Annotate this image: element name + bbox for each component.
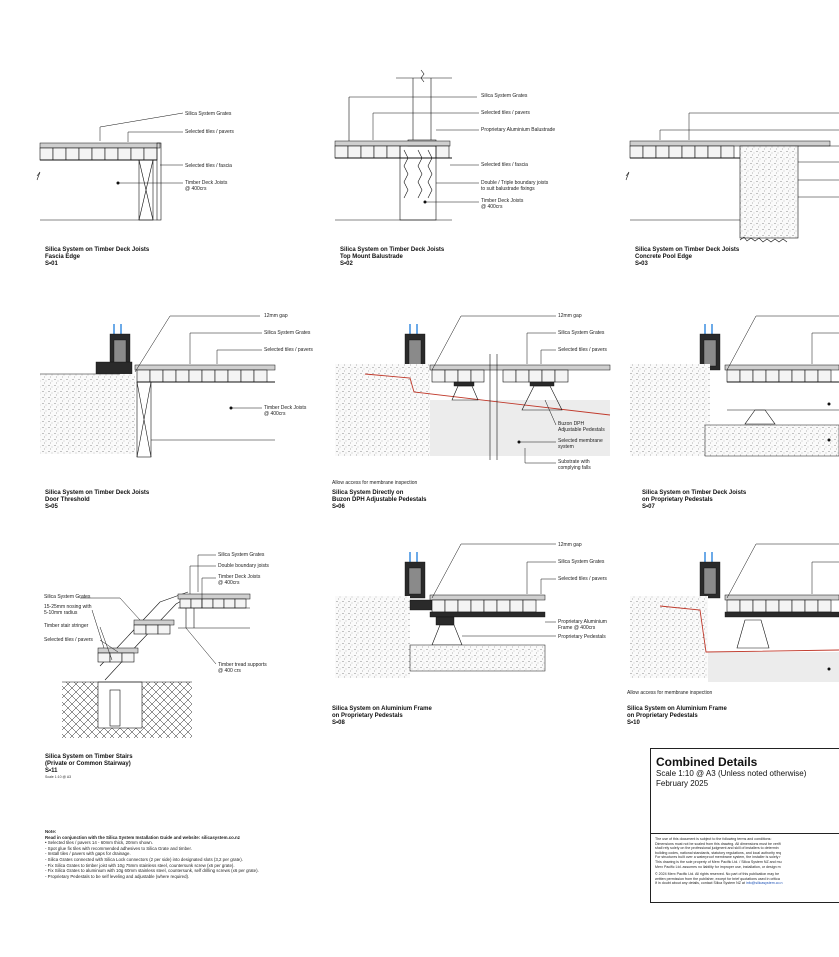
callout: Selected tiles / pavers [185, 129, 234, 135]
callout: Timber tread supports [218, 662, 267, 668]
detail-caption: Silica System Directly on [332, 490, 404, 496]
legal-line: building codes, national standards, statutory regulations, and local authority req [655, 850, 782, 855]
callout: Timber Deck Joists [218, 574, 261, 580]
detail-caption: Concrete Pool Edge [635, 254, 693, 260]
callout: Selected tiles / pavers [558, 576, 607, 582]
callout: @ 400 crs [218, 668, 241, 674]
detail-caption: on Proprietary Pedestals [332, 713, 403, 719]
detail-code: S•11 [45, 768, 58, 774]
legal-line: shall rely solely on the professional judgment and skill of installers to determin [655, 846, 779, 851]
contact-email-link[interactable]: info@silicasystem.co.n [745, 881, 783, 886]
callout: Proprietary Pedestals [558, 634, 606, 640]
detail-code: S•10 [627, 720, 640, 726]
legal-line: The use of this document is subject to the following terms and conditions: [655, 837, 772, 841]
detail-caption: Top Mount Balustrade [340, 254, 403, 260]
callout: Selected tiles / pavers [481, 110, 530, 116]
detail-scale: Scale 1:10 @ A3 [45, 775, 72, 779]
notes-item: - Spot glue fix tiles with recommended adhesives to Silica Grate and timber. [45, 845, 192, 851]
callout: 5-10mm radius [44, 610, 78, 616]
detail-caption: Silica System on Timber Deck Joists [635, 247, 740, 253]
tile-row [432, 600, 536, 612]
callout: 12mm gap [558, 542, 582, 548]
detail-s06 [332, 313, 610, 510]
legal-line: written permission from the publisher, except for brief quotations used in critica [655, 876, 780, 881]
legal-line: This drawing is the sole property of Merx Pacific Ltd. / Silica System NZ and mu [655, 859, 782, 864]
detail-caption: Buzon DPH Adjustable Pedestals [332, 497, 427, 503]
detail-s10 [627, 544, 839, 726]
detail-caption: on Proprietary Pedestals [627, 713, 698, 719]
tile-row [630, 146, 734, 158]
callout: Silica System Grates [481, 93, 528, 99]
callout: Silica System Grates [218, 552, 265, 558]
tile-row [727, 370, 831, 382]
detail-code: S•01 [45, 261, 58, 267]
detail-s02 [335, 70, 555, 267]
detail-s05 [40, 313, 313, 510]
detail-note: Allow access for membrane inspection [627, 690, 713, 696]
callout: Silica System Grates [44, 594, 91, 600]
callout: complying falls [558, 465, 591, 471]
callout: Timber Deck Joists [185, 180, 228, 186]
callout: 15-25mm nosing with [44, 604, 92, 610]
callout: Adjustable Pedestals [558, 427, 605, 433]
detail-code: S•03 [635, 261, 648, 267]
detail-caption: (Private or Common Stairway) [45, 761, 131, 767]
callout: to suit balustrade fixings [481, 186, 535, 192]
notes-item: - Proprietary Pedestals to be self leveling and adjustable (where required). [45, 873, 190, 879]
detail-caption: Fascia Edge [45, 254, 81, 260]
legal-line: Merx Pacific Ltd. assumes no liability for improper use, installation, or design m [655, 864, 781, 869]
sheet-title: Combined Details [656, 755, 758, 769]
callout: Selected tiles / pavers [264, 347, 313, 353]
callout: Selected tiles / pavers [558, 347, 607, 353]
callout: Timber Deck Joists [481, 198, 524, 204]
callout: system [558, 444, 574, 450]
detail-code: S•02 [340, 261, 353, 267]
notes-item: • Selected tiles / pavers 14 - 60mm thick, 20mm shown. [45, 840, 153, 846]
legal-line: For structures built over a waterproof membrane system, the installer is solely r [655, 855, 781, 860]
detail-s08 [332, 542, 607, 726]
tile-row [40, 148, 157, 160]
callout: Silica System Grates [558, 330, 605, 336]
notes-item: - Silica Grates connected with Silica Lock connectors (2 per side) into designated slots (3,2 per grate). [45, 856, 243, 862]
detail-s01 [37, 111, 234, 267]
callout: Double / Triple boundary joists [481, 180, 549, 186]
detail-caption: Silica System on Timber Deck Joists [642, 490, 747, 496]
detail-code: S•05 [45, 504, 58, 510]
callout: Buzon DPH [558, 421, 585, 427]
title-block [650, 748, 839, 903]
detail-code: S•07 [642, 504, 655, 510]
notes-title: Note: [45, 829, 57, 834]
detail-caption: Silica System on Aluminium Frame [332, 706, 432, 712]
legal-line: Dimensions must not be scaled from this drawing. All dimensions must be verifi [655, 841, 781, 846]
tile-row [335, 146, 449, 158]
detail-code: S•08 [332, 720, 345, 726]
detail-note: Allow access for membrane inspection [332, 480, 418, 486]
legal-line: © 2024 Merx Pacific Ltd. All rights reserved. No part of this publication may be [655, 872, 780, 877]
callout: @ 400crs [264, 411, 286, 417]
detail-caption: Silica System on Timber Deck Joists [340, 247, 445, 253]
callout: @ 400crs [481, 204, 503, 210]
callout: Proprietary Aluminium Balustrade [481, 127, 556, 133]
grate-course [40, 143, 160, 148]
callout: Substrate with [558, 459, 590, 465]
detail-caption: Silica System on Timber Deck Joists [45, 247, 150, 253]
detail-s11 [44, 552, 269, 779]
callout: Selected tiles / fascia [481, 162, 528, 168]
detail-s03 [626, 113, 839, 267]
sheet-date: February 2025 [656, 779, 709, 788]
notes-lead: Read in conjunction with the Silica System Installation Guide and website: silicasystem.co.nz [45, 834, 240, 840]
tile-row [137, 370, 267, 382]
callout: Frame @ 400crs [558, 625, 596, 631]
callout: Silica System Grates [264, 330, 311, 336]
general-notes [45, 829, 335, 879]
callout: @ 400crs [218, 580, 240, 586]
callout: Silica System Grates [185, 111, 232, 117]
legal-line: If in doubt about any details, contact Silica System NZ at info@silicasystem.co.n [655, 881, 783, 886]
callout: 12mm gap [264, 313, 288, 319]
detail-s07 [630, 316, 839, 510]
callout: 12mm gap [558, 313, 582, 319]
notes-item: - Install tiles / pavers with gaps for drainage. [45, 851, 131, 857]
callout: Silica System Grates [558, 559, 605, 565]
detail-caption: Door Threshold [45, 497, 90, 503]
detail-caption: Silica System on Timber Stairs [45, 754, 133, 760]
callout: @ 400crs [185, 186, 207, 192]
tile-row [432, 370, 568, 382]
detail-caption: Silica System on Timber Deck Joists [45, 490, 150, 496]
detail-code: S•06 [332, 504, 345, 510]
callout: Timber stair stringer [44, 623, 89, 629]
detail-caption: on Proprietary Pedestals [642, 497, 713, 503]
callout: Selected membrane [558, 438, 603, 444]
tile-row [180, 599, 246, 608]
callout: Double boundary joists [218, 563, 269, 569]
callout: Proprietary Aluminium [558, 619, 607, 625]
notes-item: - Fix Silica Grates to timber joist with 10g 75mm stainless steel, countersunk screw (x6 per grate). [45, 862, 235, 868]
tile-row [727, 600, 831, 612]
callout: Selected tiles / fascia [185, 163, 232, 169]
notes-item: - Fix Silica Grates to aluminium with 10g 60mm stainless steel, countersunk, self drilling screws (x6 per grate). [45, 868, 259, 874]
legal-terms [651, 833, 839, 889]
sheet-scale: Scale 1:10 @ A3 (Unless noted otherwise) [656, 769, 807, 778]
detail-caption: Silica System on Aluminium Frame [627, 706, 727, 712]
callout: Timber Deck Joists [264, 405, 307, 411]
callout: Selected tiles / pavers [44, 637, 93, 643]
